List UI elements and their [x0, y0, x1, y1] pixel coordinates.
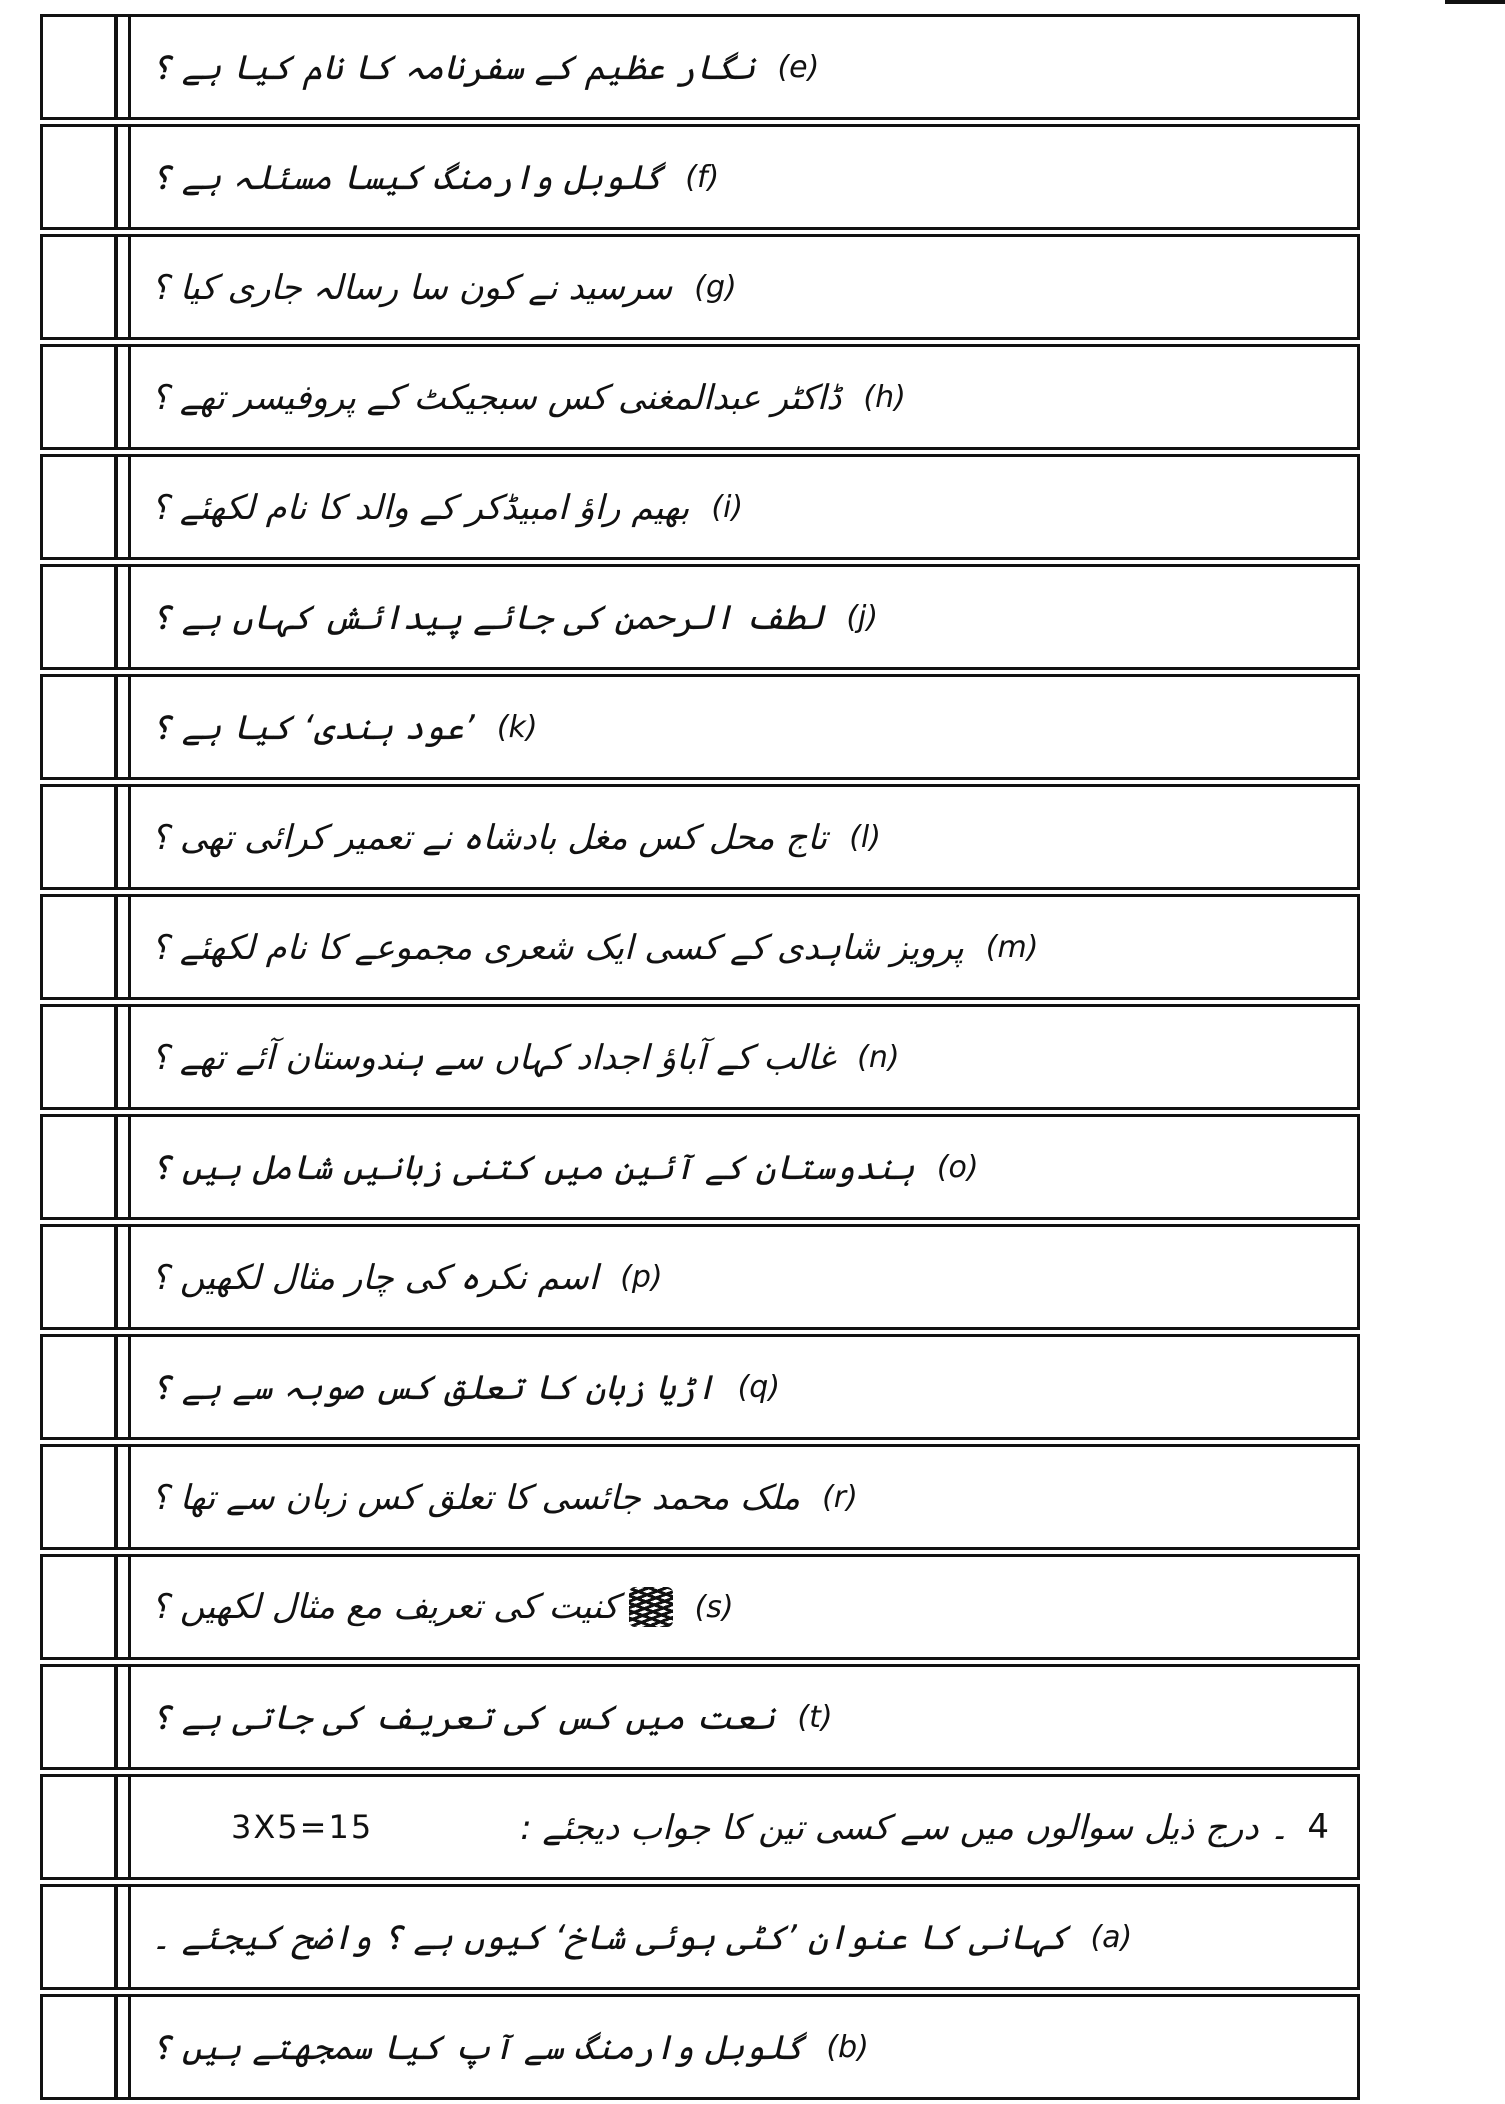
question-label: (b) [826, 2029, 869, 2065]
question-cell [128, 1557, 1357, 1657]
question-text: اسم نکرہ کی چار مثال لکھیں ؟ [151, 1257, 599, 1298]
section-number: 4 [1307, 1807, 1329, 1847]
question-text: سرسید نے کون سا رسالہ جاری کیا ؟ [151, 267, 673, 308]
question-text: بھیم راؤ امبیڈکر کے والد کا نام لکھئے ؟ [151, 487, 690, 528]
question-text: ’عود ہندی‘ کیا ہے ؟ [151, 707, 475, 748]
question-cell [128, 17, 1357, 117]
question-text: ڈاکٹر عبدالمغنی کس سبجیکٹ کے پروفیسر تھے ؟ [151, 377, 842, 418]
section-marks: 3X5=15 [231, 1808, 374, 1846]
section-4-heading-row [40, 1774, 1360, 1880]
section-heading-cell [128, 1777, 1357, 1877]
question-row-o [40, 1114, 1360, 1220]
question-label: (s) [694, 1589, 734, 1625]
question-row-g [40, 234, 1360, 340]
answer-box[interactable] [43, 1227, 118, 1327]
question-row-s [40, 1554, 1360, 1660]
question-text: غالب کے آباؤ اجداد کہاں سے ہندوستان آئے تھے ؟ [151, 1037, 836, 1078]
answer-box[interactable] [43, 1447, 118, 1547]
answer-box[interactable] [43, 347, 118, 447]
top-edge-mark [1445, 0, 1505, 4]
question-cell [128, 787, 1357, 887]
answer-box[interactable] [43, 1007, 118, 1107]
question-cell [128, 1447, 1357, 1547]
question-row-e [40, 14, 1360, 120]
question-cell [128, 127, 1357, 227]
question-label: (n) [857, 1039, 900, 1075]
answer-box[interactable] [43, 237, 118, 337]
answer-sheet [40, 14, 1360, 2104]
question-label: (j) [846, 599, 879, 635]
answer-box[interactable] [43, 1667, 118, 1767]
answer-box[interactable] [43, 1887, 118, 1987]
question-label: (m) [985, 929, 1039, 965]
answer-box[interactable] [43, 457, 118, 557]
question-row-q [40, 1334, 1360, 1440]
question-label: (e) [777, 49, 820, 85]
answer-box[interactable] [43, 787, 118, 887]
question-label: (t) [797, 1699, 833, 1735]
answer-box[interactable] [43, 677, 118, 777]
ink-scribble [629, 1587, 673, 1627]
answer-box[interactable] [43, 17, 118, 117]
question-text: ملک محمد جائسی کا تعلق کس زبان سے تھا ؟ [151, 1477, 801, 1518]
question-cell [128, 567, 1357, 667]
question-cell [128, 1667, 1357, 1767]
answer-box[interactable] [43, 1557, 118, 1657]
question-cell [128, 347, 1357, 447]
answer-box[interactable] [43, 127, 118, 227]
question-text: کنیت کی تعریف مع مثال لکھیں ؟ [151, 1587, 619, 1627]
question-text: نگار عظیم کے سفرنامہ کا نام کیا ہے ؟ [151, 47, 756, 88]
question-cell [128, 1887, 1357, 1987]
question-cell [128, 1007, 1357, 1107]
question-cell [128, 677, 1357, 777]
question-label: (o) [936, 1149, 979, 1185]
question-text: پرویز شاہدی کے کسی ایک شعری مجموعے کا نام لکھئے ؟ [151, 927, 964, 968]
question-text: گلوبل وارمنگ سے آپ کیا سمجھتے ہیں ؟ [151, 2027, 805, 2068]
question-row-i [40, 454, 1360, 560]
question-label: (q) [737, 1369, 781, 1405]
question-label: (r) [822, 1479, 858, 1515]
question-text: گلوبل وارمنگ کیسا مسئلہ ہے ؟ [151, 157, 664, 198]
question-row-l [40, 784, 1360, 890]
question-text: کہانی کا عنوان ’کٹی ہوئی شاخ‘ کیوں ہے ؟ واضح کیجئے ۔ [151, 1917, 1069, 1958]
answer-box[interactable] [43, 1337, 118, 1437]
question-label: (h) [863, 379, 906, 415]
long-question-row-b [40, 1994, 1360, 2100]
question-label: (i) [711, 489, 744, 525]
question-text: لطف الرحمن کی جائے پیدائش کہاں ہے ؟ [151, 597, 825, 638]
section-heading [520, 1807, 1329, 1848]
answer-box[interactable] [43, 1777, 118, 1877]
question-row-p [40, 1224, 1360, 1330]
question-row-n [40, 1004, 1360, 1110]
question-label: (k) [496, 709, 538, 745]
question-text: ہندوستان کے آئین میں کتنی زبانیں شامل ہیں ؟ [151, 1147, 915, 1188]
question-text: تاج محل کس مغل بادشاہ نے تعمیر کرائی تھی ؟ [151, 817, 828, 858]
question-row-h [40, 344, 1360, 450]
long-question-row-a [40, 1884, 1360, 1990]
answer-box[interactable] [43, 1117, 118, 1217]
question-cell [128, 237, 1357, 337]
answer-box[interactable] [43, 897, 118, 997]
question-label: (a) [1090, 1919, 1133, 1955]
question-cell [128, 1997, 1357, 2097]
question-text: اڑیا زبان کا تعلق کس صوبہ سے ہے ؟ [151, 1367, 716, 1408]
question-row-m [40, 894, 1360, 1000]
question-cell [128, 1227, 1357, 1327]
answer-box[interactable] [43, 567, 118, 667]
question-row-k [40, 674, 1360, 780]
question-row-t [40, 1664, 1360, 1770]
question-cell [128, 1337, 1357, 1437]
question-cell [128, 457, 1357, 557]
answer-box[interactable] [43, 1997, 118, 2097]
question-cell [128, 1117, 1357, 1217]
section-instruction: ۔ درج ذیل سوالوں میں سے کسی تین کا جواب دیجئے : [520, 1807, 1290, 1848]
question-row-f [40, 124, 1360, 230]
question-label: (g) [694, 269, 737, 305]
question-row-j [40, 564, 1360, 670]
question-text: نعت میں کس کی تعریف کی جاتی ہے ؟ [151, 1697, 776, 1738]
question-label: (p) [620, 1259, 663, 1295]
question-label: (f) [685, 159, 720, 195]
question-label: (l) [849, 819, 881, 855]
question-cell [128, 897, 1357, 997]
question-row-r [40, 1444, 1360, 1550]
